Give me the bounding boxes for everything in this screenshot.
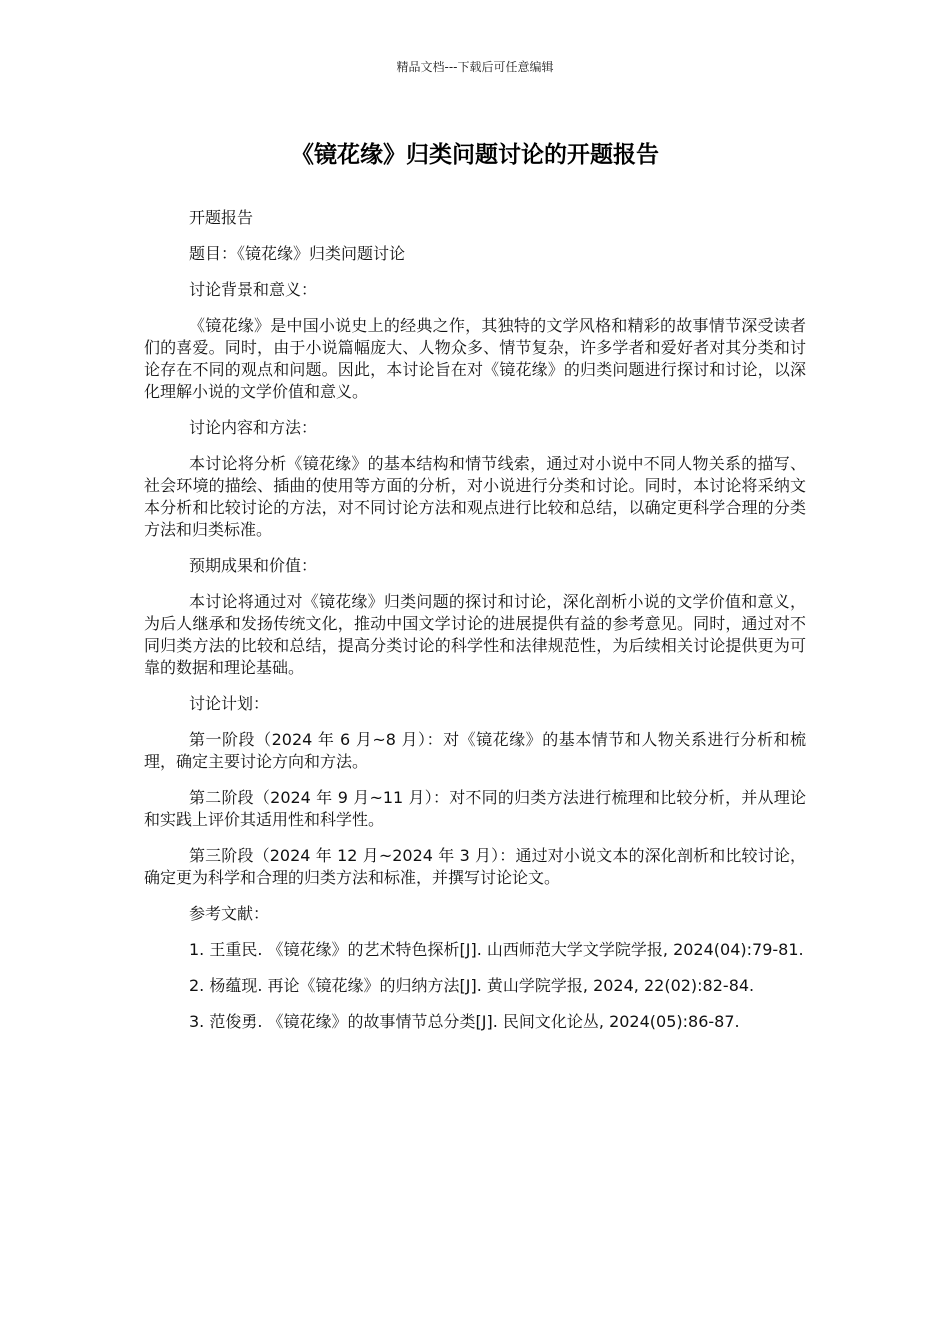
paragraph-content-method: 本讨论将分析《镜花缘》的基本结构和情节线索，通过对小说中不同人物关系的描写、社会环境的描绘、插曲的使用等方面的分析，对小说进行分类和讨论。同时，本讨论将采纳文本分析和比较讨论的方法，对不同讨论方法和观点进行比较和总结，以确定更科学合理的分类方法和归类标准。	[144, 454, 806, 539]
document-title: 《镜花缘》归类问题讨论的开题报告	[291, 142, 659, 168]
plan-stage-2: 第二阶段（2024 年 9 月~11 月）：对不同的归类方法进行梳理和比较分析，并从理论和实践上评价其适用性和科学性。	[144, 788, 806, 829]
reference-item: 3. 范俊勇. 《镜花缘》的故事情节总分类[J]. 民间文化论丛, 2024(05):86-87.	[189, 1012, 740, 1031]
topic-line: 题目：《镜花缘》归类问题讨论	[189, 244, 406, 263]
reference-item: 2. 杨蕴现. 再论《镜花缘》的归纳方法[J]. 黄山学院学报, 2024, 22(02):82-84.	[189, 976, 755, 995]
paragraph-expected-results: 本讨论将通过对《镜花缘》归类问题的探讨和讨论，深化剖析小说的文学价值和意义，为后人继承和发扬传统文化，推动中国文学讨论的进展提供有益的参考意见。同时，通过对不同归类方法的比较和总结，提高分类讨论的科学性和法律规范性，为后续相关讨论提供更为可靠的数据和理论基础。	[144, 592, 806, 677]
section-heading-plan: 讨论计划：	[189, 694, 270, 713]
paragraph-background: 《镜花缘》是中国小说史上的经典之作，其独特的文学风格和精彩的故事情节深受读者们的喜爱。同时，由于小说篇幅庞大、人物众多、情节复杂，许多学者和爱好者对其分类和讨论存在不同的观点和问题。因此，本讨论旨在对《镜花缘》的归类问题进行探讨和讨论，以深化理解小说的文学价值和意义。	[144, 316, 806, 401]
plan-stage-3: 第三阶段（2024 年 12 月~2024 年 3 月）：通过对小说文本的深化剖析和比较讨论，确定更为科学和合理的归类方法和标准，并撰写讨论论文。	[144, 846, 806, 887]
page-header-watermark: 精品文档---下载后可任意编辑	[396, 60, 554, 74]
section-heading-content-method: 讨论内容和方法：	[189, 418, 318, 437]
report-type-label: 开题报告	[189, 208, 254, 227]
plan-stage-1: 第一阶段（2024 年 6 月~8 月）：对《镜花缘》的基本情节和人物关系进行分析和梳理，确定主要讨论方向和方法。	[144, 730, 806, 771]
section-heading-background: 讨论背景和意义：	[189, 280, 318, 299]
section-heading-expected-results: 预期成果和价值：	[189, 556, 318, 575]
document-body	[144, 207, 806, 1047]
section-heading-references: 参考文献：	[189, 904, 270, 923]
reference-item: 1. 王重民. 《镜花缘》的艺术特色探析[J]. 山西师范大学文学院学报, 2024(04):79-81.	[189, 940, 804, 959]
